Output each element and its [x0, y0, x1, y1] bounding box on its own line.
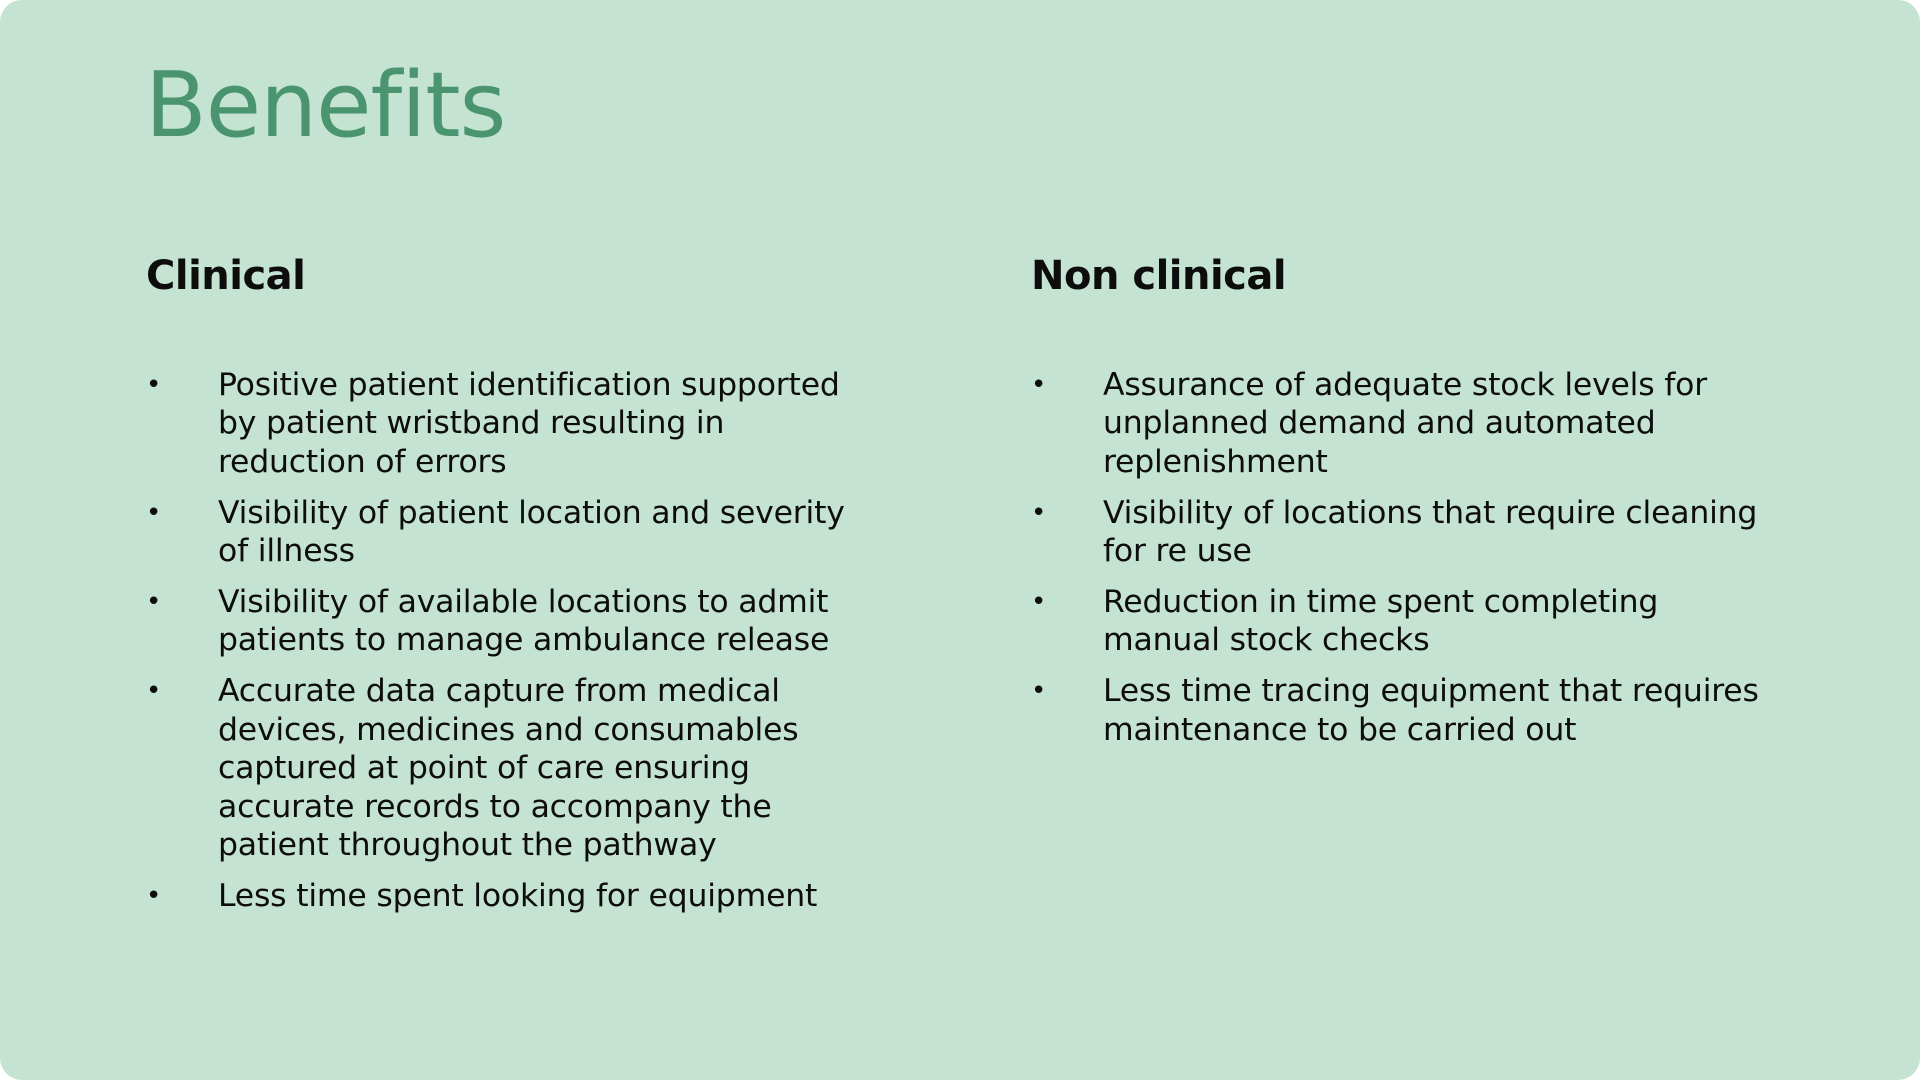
bullet-icon: • — [146, 497, 162, 528]
bullet-icon: • — [1031, 497, 1047, 528]
list-item — [1031, 583, 1761, 660]
clinical-column — [146, 248, 866, 914]
bullet-icon: • — [1031, 676, 1047, 707]
bullet-icon: • — [1031, 587, 1047, 618]
bullet-icon: • — [146, 676, 162, 707]
list-item — [146, 494, 866, 571]
bullet-icon: • — [146, 880, 162, 911]
non-clinical-heading: Non clinical — [1031, 253, 1287, 299]
bullet-icon: • — [146, 370, 162, 400]
list-item — [146, 366, 866, 481]
bullet-text: Less time spent looking for equipment — [218, 877, 818, 914]
bullet-text: Accurate data capture from medical devices, medicines and consumables captured at point of care ensuring accurate records to accompany the patient throughout the pathway — [218, 673, 799, 863]
clinical-bullet-list — [146, 366, 866, 928]
bullet-text: Visibility of available locations to admit patients to manage ambulance release — [218, 584, 830, 659]
bullet-text: Reduction in time spent completing manual stock checks — [1103, 584, 1659, 659]
non-clinical-column — [1031, 248, 1761, 748]
list-item — [146, 877, 866, 915]
bullet-icon: • — [1031, 370, 1047, 400]
list-item — [1031, 494, 1761, 571]
bullet-text: Visibility of locations that require cleaning for re use — [1103, 494, 1758, 570]
slide-title: Benefits — [145, 53, 506, 158]
bullet-icon: • — [146, 587, 162, 618]
clinical-heading: Clinical — [146, 253, 306, 299]
list-item — [1031, 366, 1761, 481]
bullet-text: Less time tracing equipment that requires maintenance to be carried out — [1103, 673, 1759, 748]
list-item — [146, 672, 866, 864]
bullet-text: Visibility of patient location and severity of illness — [218, 494, 845, 570]
list-item — [1031, 672, 1761, 749]
list-item — [146, 583, 866, 660]
bullet-text: Positive patient identification supported by patient wristband resulting in reduction of errors — [218, 367, 840, 480]
non-clinical-bullet-list — [1031, 366, 1761, 762]
bullet-text: Assurance of adequate stock levels for unplanned demand and automated replenishment — [1103, 367, 1707, 480]
